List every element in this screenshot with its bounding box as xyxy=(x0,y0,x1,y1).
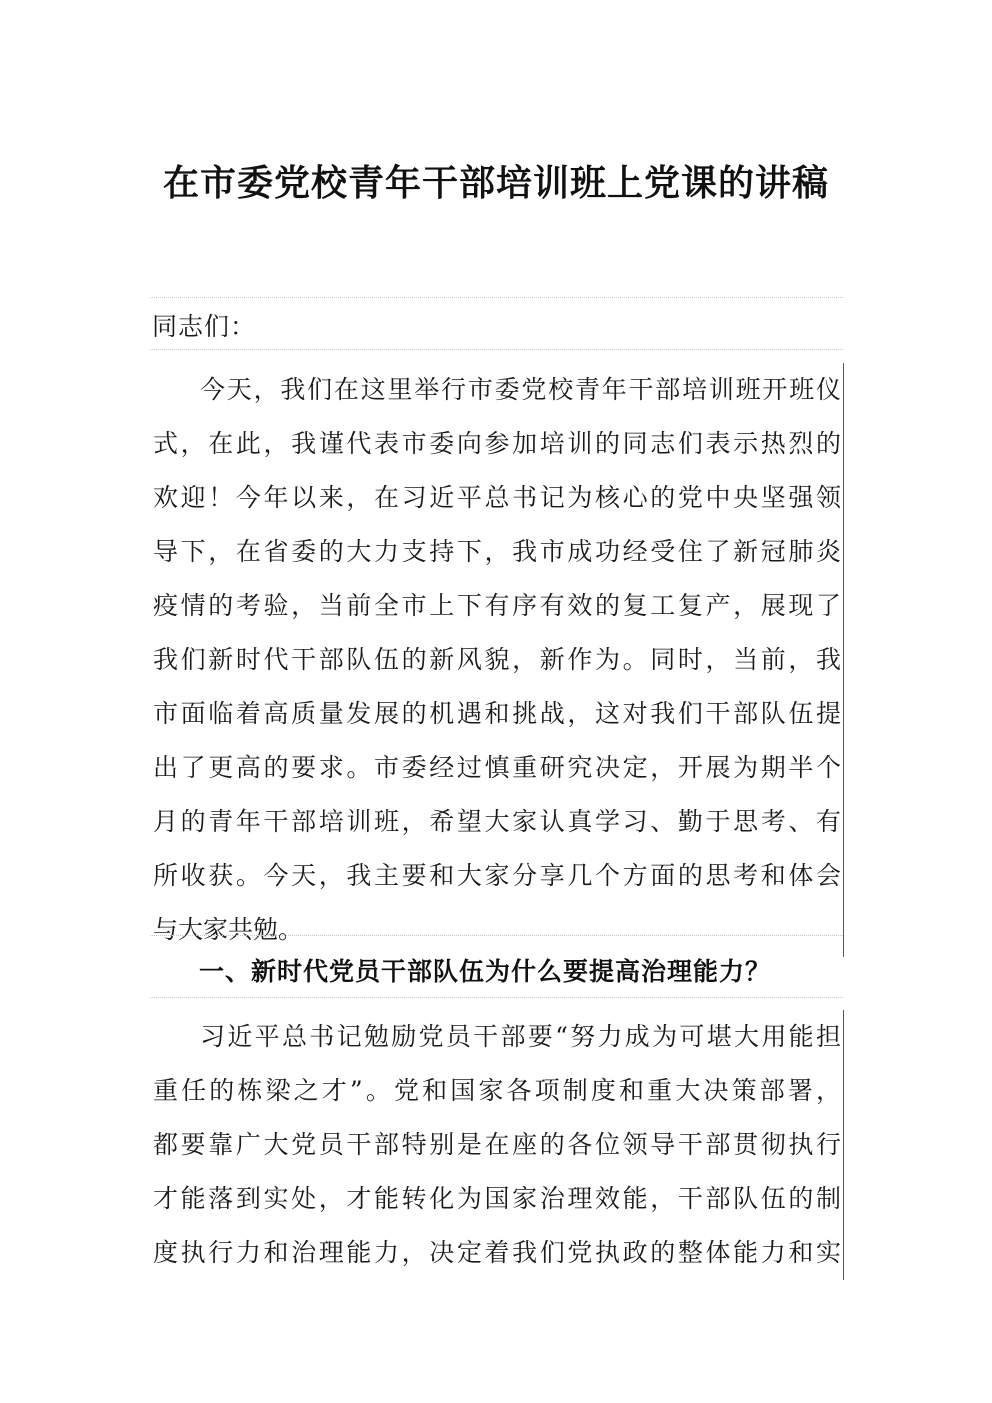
paragraph-line: 导下，在省委的大力支持下，我市成功经受住了新冠肺炎 xyxy=(153,537,841,566)
paragraph-line: 重任的栋梁之才”。党和国家各项制度和重大决策部署， xyxy=(153,1076,841,1105)
divider xyxy=(150,935,843,936)
paragraph-line: 市面临着高质量发展的机遇和挑战，这对我们干部队伍提 xyxy=(153,699,841,728)
document-title: 在市委党校青年干部培训班上党课的讲稿 xyxy=(162,162,829,204)
paragraph-line: 才能落到实处，才能转化为国家治理效能，干部队伍的制 xyxy=(153,1184,841,1213)
intro-paragraph xyxy=(150,363,844,957)
section-paragraph xyxy=(150,1010,844,1280)
paragraph-line: 今天，我们在这里举行市委党校青年干部培训班开班仪 xyxy=(200,375,841,404)
paragraph-line: 我们新时代干部队伍的新风貌，新作为。同时，当前，我 xyxy=(153,645,841,674)
paragraph-line: 疫情的考验，当前全市上下有序有效的复工复产，展现了 xyxy=(153,591,841,620)
divider xyxy=(150,297,843,298)
paragraph-line: 出了更高的要求。市委经过慎重研究决定，开展为期半个 xyxy=(153,753,841,782)
paragraph-line: 与大家共勉。 xyxy=(153,915,304,944)
paragraph-line: 所收获。今天，我主要和大家分享几个方面的思考和体会 xyxy=(153,861,841,890)
section-heading: 一、新时代党员干部队伍为什么要提高治理能力？ xyxy=(199,957,772,986)
divider xyxy=(150,349,843,350)
paragraph-line: 式，在此，我谨代表市委向参加培训的同志们表示热烈的 xyxy=(153,429,841,458)
paragraph-line: 都要靠广大党员干部特别是在座的各位领导干部贯彻执行 xyxy=(153,1130,841,1159)
paragraph-line: 度执行力和治理能力，决定着我们党执政的整体能力和实 xyxy=(153,1238,841,1267)
paragraph-line: 习近平总书记勉励党员干部要“努力成为可堪大用能担 xyxy=(200,1022,841,1051)
paragraph-line: 月的青年干部培训班，希望大家认真学习、勤于思考、有 xyxy=(153,807,841,836)
salutation: 同志们： xyxy=(152,312,257,341)
paragraph-line: 欢迎！今年以来，在习近平总书记为核心的党中央坚强领 xyxy=(153,483,841,512)
divider xyxy=(150,997,843,998)
